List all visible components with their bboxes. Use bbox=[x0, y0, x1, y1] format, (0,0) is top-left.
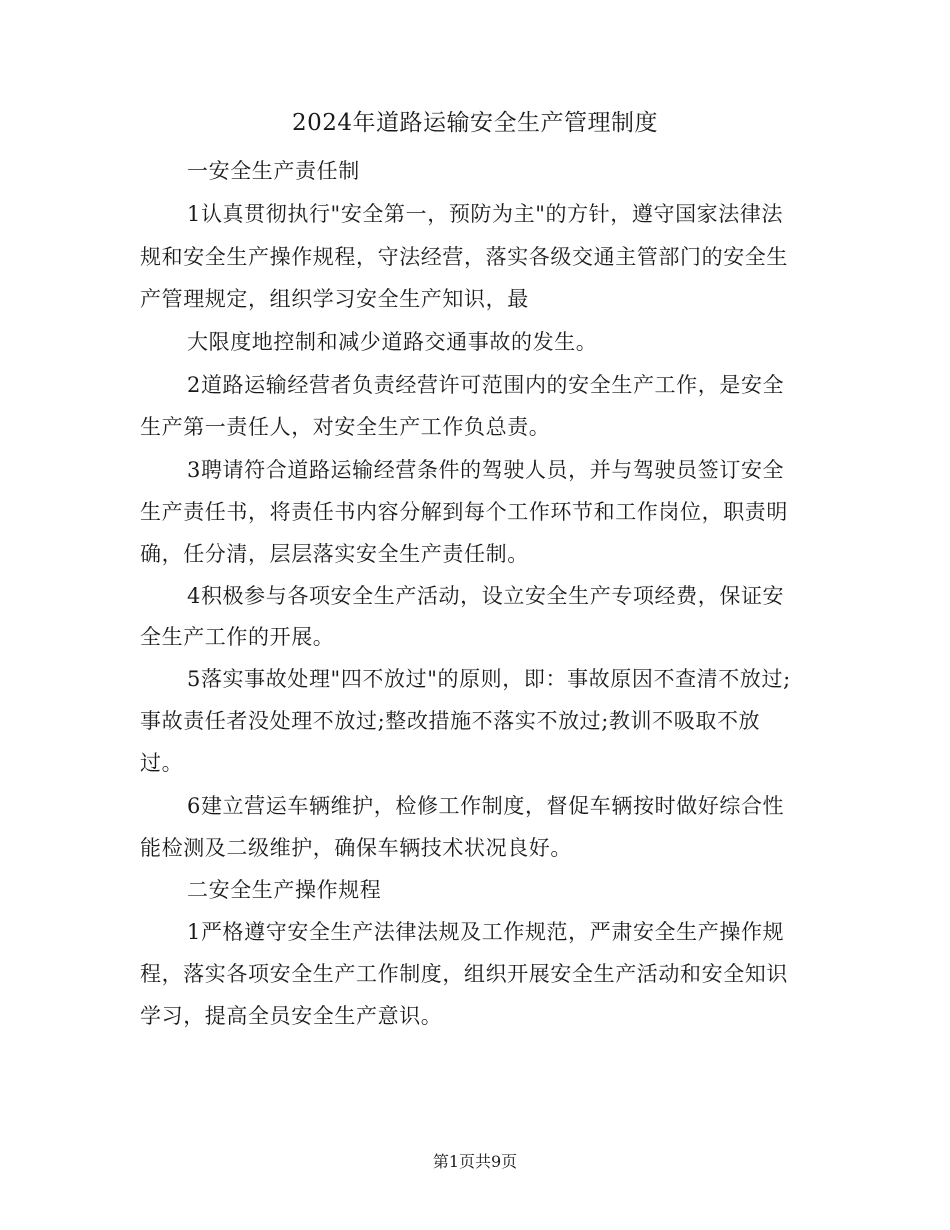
paragraph-line: 1严格遵守安全生产法律法规及工作规范，严肃安全生产操作规 bbox=[187, 920, 785, 944]
paragraph-line: 全生产工作的开展。 bbox=[140, 625, 335, 649]
section-heading-2: 二安全生产操作规程 bbox=[187, 878, 382, 902]
paragraph-line: 规和安全生产操作规程，守法经营，落实各级交通主管部门的安全生 bbox=[140, 245, 788, 269]
paragraph-line: 2道路运输经营者负责经营许可范围内的安全生产工作，是安全 bbox=[187, 373, 785, 397]
page-number: 第1页共9页 bbox=[432, 1152, 518, 1171]
paragraph-line: 学习，提高全员安全生产意识。 bbox=[140, 1004, 443, 1028]
paragraph-line: 产管理规定，组织学习安全生产知识，最 bbox=[140, 287, 529, 311]
paragraph-line: 程，落实各项安全生产工作制度，组织开展安全生产活动和安全知识 bbox=[140, 962, 788, 986]
paragraph-line: 大限度地控制和减少道路交通事故的发生。 bbox=[187, 330, 598, 354]
paragraph-line: 事故责任者没处理不放过;整改措施不落实不放过;教训不吸取不放 bbox=[140, 709, 761, 733]
paragraph-line: 6建立营运车辆维护，检修工作制度，督促车辆按时做好综合性 bbox=[187, 794, 785, 818]
paragraph-line: 4积极参与各项安全生产活动，设立安全生产专项经费，保证安 bbox=[187, 584, 785, 608]
paragraph-line: 过。 bbox=[140, 751, 184, 775]
paragraph-line: 1认真贯彻执行"安全第一，预防为主"的方针，遵守国家法律法 bbox=[187, 202, 784, 226]
document-title: 2024年道路运输安全生产管理制度 bbox=[291, 110, 659, 136]
section-heading-1: 一安全生产责任制 bbox=[187, 159, 360, 183]
paragraph-line: 5落实事故处理"四不放过"的原则，即：事故原因不查清不放过; bbox=[187, 667, 791, 691]
paragraph-line: 3聘请符合道路运输经营条件的驾驶人员，并与驾驶员签订安全 bbox=[187, 458, 785, 482]
paragraph-line: 生产第一责任人，对安全生产工作负总责。 bbox=[140, 415, 551, 439]
paragraph-line: 生产责任书，将责任书内容分解到每个工作环节和工作岗位，职责明 bbox=[140, 500, 788, 524]
paragraph-line: 确，任分清，层层落实安全生产责任制。 bbox=[140, 542, 529, 566]
paragraph-line: 能检测及二级维护，确保车辆技术状况良好。 bbox=[140, 836, 572, 860]
